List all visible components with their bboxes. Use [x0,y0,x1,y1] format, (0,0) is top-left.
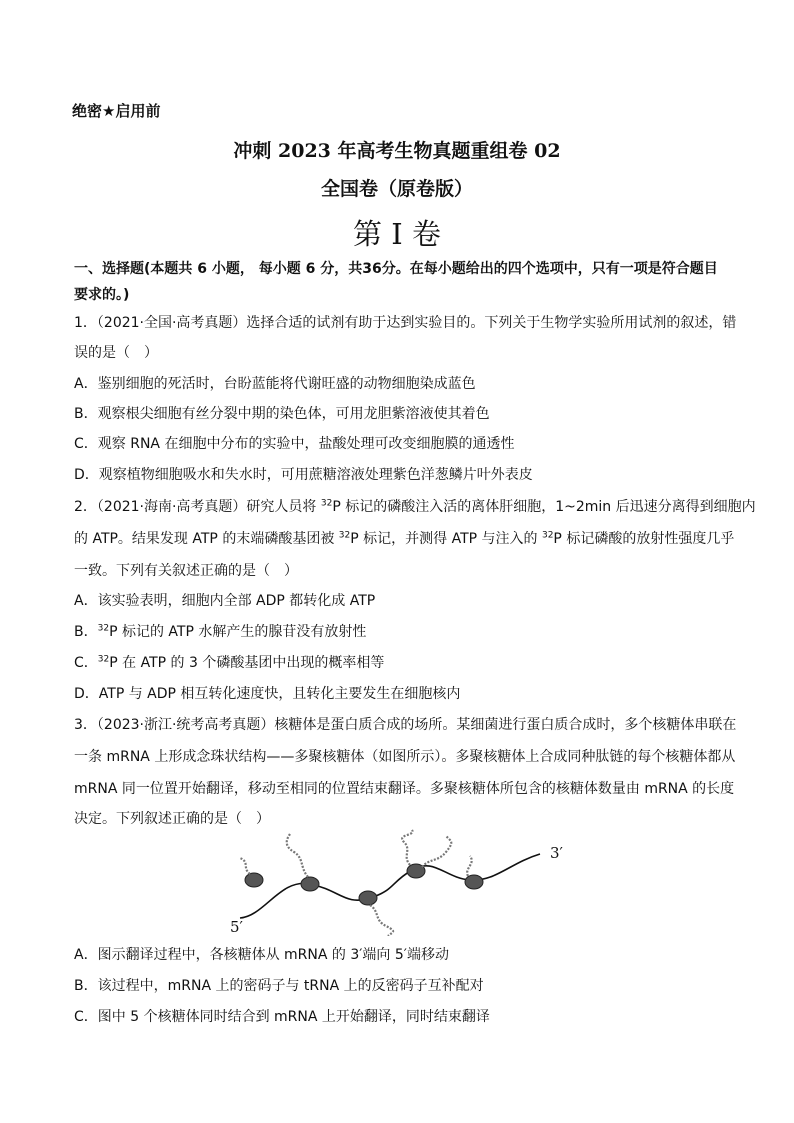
q1-option-c: C．观察 RNA 在细胞中分布的实验中，盐酸处理可改变细胞膜的通透性 [74,436,515,452]
peptide-chain [467,856,472,876]
q1-option-a: A．鉴别细胞的死活时，台盼蓝能将代谢旺盛的动物细胞染成蓝色 [74,376,476,392]
q1-stem-line2: 误的是（ ） [74,345,158,361]
q2-stem-2a: 的 ATP。结果发现 ATP 的末端磷酸基团被 [74,531,339,547]
q1-stem-line1: 1．（2021·全国·高考真题）选择合适的试剂有助于达到实验目的。下列关于生物学实验所用试剂的叙述，错 [74,315,737,331]
q3-stem-line2: 一条 mRNA 上形成念珠状结构——多聚核糖体（如图所示）。多聚核糖体上合成同种肽链的每个核糖体都从 [74,749,736,765]
q2-option-b-prefix: B． [74,624,98,640]
peptide-chain [402,830,412,865]
label-3-prime: 3′ [550,844,563,862]
exam-title: 冲刺 2023 年高考生物真题重组卷 02 [233,140,561,162]
peptide-chain [287,834,308,877]
q2-option-b [74,621,366,641]
ribosome [465,875,483,889]
superscript-32: 32 [320,498,333,509]
q2-option-b-text: P 标记的 ATP 水解产生的腺苷没有放射性 [109,624,367,640]
q2-option-d: D．ATP 与 ADP 相互转化速度快，且转化主要发生在细胞核内 [74,686,461,702]
superscript-32: 32 [338,530,351,541]
polysome-figure [220,828,580,936]
ribosome [301,877,319,891]
q2-option-c-prefix: C． [74,655,98,671]
ribosome [359,891,377,905]
q3-option-a: A．图示翻译过程中，各核糖体从 mRNA 的 3′端向 5′端移动 [74,947,449,963]
peptide-chain [422,836,451,867]
q3-option-b: B．该过程中，mRNA 上的密码子与 tRNA 上的反密码子互补配对 [74,978,484,994]
q2-stem-1a: 2．（2021·海南·高考真题）研究人员将 [74,499,321,515]
q1-option-b: B．观察根尖细胞有丝分裂中期的染色体，可用龙胆紫溶液使其着色 [74,406,490,422]
peptide-chain [370,905,393,936]
peptide-chain [240,858,250,874]
q2-stem-line2 [74,528,734,548]
section-instructions-line1: 一、选择题(本题共 6 小题， 每小题 6 分，共36分。在每小题给出的四个选项中，只有一项是符合题目 [74,261,718,277]
mrna-strand [240,854,540,918]
q2-stem-line1 [74,496,756,516]
superscript-32: 32 [541,530,554,541]
q2-stem-1b: P 标记的磷酸注入活的离体肝细胞，1~2min 后迅速分离得到细胞内 [332,499,756,515]
part-heading: 第 I 卷 [353,217,441,251]
q2-option-a: A．该实验表明，细胞内全部 ADP 都转化成 ATP [74,593,376,609]
peptide-chains [240,830,472,936]
q3-stem-line1: 3．（2023·浙江·统考高考真题）核糖体是蛋白质合成的场所。某细菌进行蛋白质合成时，多个核糖体串联在 [74,717,737,733]
superscript-32: 32 [97,623,110,634]
label-5-prime: 5′ [230,918,243,936]
q3-option-c: C．图中 5 个核糖体同时结合到 mRNA 上开始翻译，同时结束翻译 [74,1009,490,1025]
q2-option-c [74,652,384,672]
section-instructions-line2: 要求的。) [74,287,130,303]
q3-stem-line3: mRNA 同一位置开始翻译，移动至相同的位置结束翻译。多聚核糖体所包含的核糖体数量由 mRNA 的长度 [74,781,735,797]
q2-option-c-text: P 在 ATP 的 3 个磷酸基团中出现的概率相等 [109,655,385,671]
superscript-32: 32 [97,654,110,665]
q1-option-d: D．观察植物细胞吸水和失水时，可用蔗糖溶液处理紫色洋葱鳞片叶外表皮 [74,467,533,483]
ribosome [245,873,263,887]
q2-stem-2c: P 标记磷酸的放射性强度几乎 [553,531,735,547]
q2-stem-2b: P 标记，并测得 ATP 与注入的 [350,531,542,547]
secret-label: 绝密★启用前 [72,102,161,120]
q2-stem-line3: 一致。下列有关叙述正确的是（ ） [74,563,298,579]
exam-subtitle: 全国卷（原卷版） [320,178,473,200]
q3-stem-line4: 决定。下列叙述正确的是（ ） [74,811,270,827]
